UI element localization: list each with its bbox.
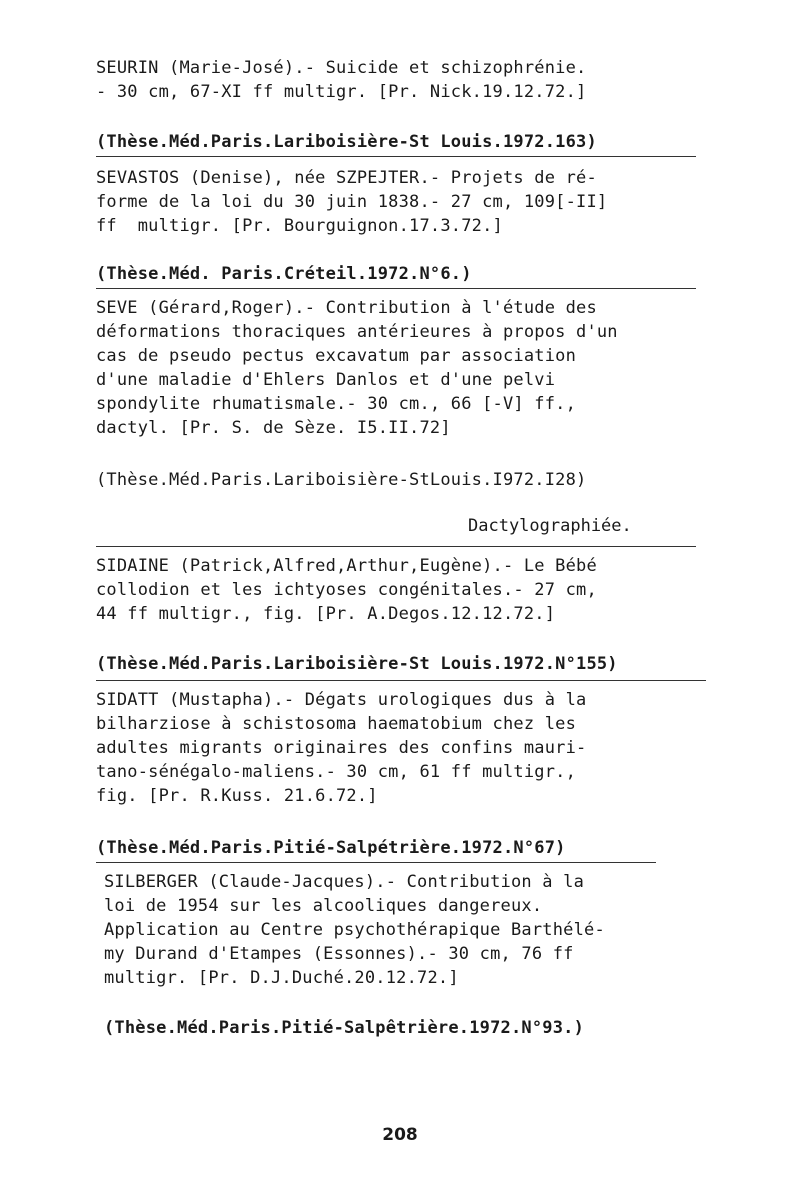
thesis-reference: (Thèse.Méd. Paris.Créteil.1972.N°6.) [96, 264, 472, 284]
entry-line: SEVASTOS (Denise), née SZPEJTER.- Projets de ré- [96, 168, 597, 188]
entry-line: fig. [Pr. R.Kuss. 21.6.72.] [96, 786, 378, 806]
separator-rule [96, 862, 656, 863]
thesis-reference: (Thèse.Méd.Paris.Pitié-Salpêtrière.1972.N°93.) [104, 1018, 585, 1038]
entry-line: my Durand d'Etampes (Essonnes).- 30 cm, 76 ff [104, 944, 574, 964]
entry-line: collodion et les ichtyoses congénitales.- 27 cm, [96, 580, 597, 600]
entry-line: adultes migrants originaires des confins mauri- [96, 738, 587, 758]
entry-line: forme de la loi du 30 juin 1838.- 27 cm, 109[-II] [96, 192, 608, 212]
entry-line: dactyl. [Pr. S. de Sèze. I5.II.72] [96, 418, 451, 438]
entry-line: spondylite rhumatismale.- 30 cm., 66 [-V] ff., [96, 394, 577, 414]
thesis-reference: (Thèse.Méd.Paris.Lariboisière-St Louis.1972.N°155) [96, 654, 618, 674]
entry-line: SIDATT (Mustapha).- Dégats urologiques dus à la [96, 690, 587, 710]
separator-rule [96, 546, 696, 547]
separator-rule [96, 680, 706, 681]
entry-line: - 30 cm, 67-XI ff multigr. [Pr. Nick.19.12.72.] [96, 82, 587, 102]
entry-sevastos [96, 166, 716, 238]
thesis-reference: (Thèse.Méd.Paris.Lariboisière-StLouis.I972.I28) [96, 470, 587, 490]
entry-line: ff multigr. [Pr. Bourguignon.17.3.72.] [96, 216, 503, 236]
entry-line: SEURIN (Marie-José).- Suicide et schizophrénie. [96, 58, 587, 78]
entry-line: déformations thoraciques antérieures à propos d'un [96, 322, 618, 342]
typescript-note: Dactylographiée. [468, 516, 632, 536]
entry-line: bilharziose à schistosoma haematobium chez les [96, 714, 577, 734]
entry-line: SIDAINE (Patrick,Alfred,Arthur,Eugène).- Le Bébé [96, 556, 597, 576]
thesis-reference: (Thèse.Méd.Paris.Pitié-Salpétrière.1972.N°67) [96, 838, 566, 858]
entry-line: Application au Centre psychothérapique Barthélé- [104, 920, 605, 940]
entry-sidatt [96, 688, 716, 808]
entry-seurin [96, 56, 716, 104]
entry-line: loi de 1954 sur les alcooliques dangereux. [104, 896, 543, 916]
entry-line: SEVE (Gérard,Roger).- Contribution à l'étude des [96, 298, 597, 318]
entry-line: SILBERGER (Claude-Jacques).- Contribution à la [104, 872, 585, 892]
separator-rule [96, 156, 696, 157]
entry-silberger [104, 870, 724, 990]
entry-line: 44 ff multigr., fig. [Pr. A.Degos.12.12.72.] [96, 604, 556, 624]
entry-line: cas de pseudo pectus excavatum par association [96, 346, 577, 366]
entry-line: multigr. [Pr. D.J.Duché.20.12.72.] [104, 968, 459, 988]
entry-sidaine [96, 554, 716, 626]
page-number: 208 [382, 1125, 418, 1145]
entry-line: tano-sénégalo-maliens.- 30 cm, 61 ff multigr., [96, 762, 577, 782]
entry-seve [96, 296, 716, 440]
entry-line: d'une maladie d'Ehlers Danlos et d'une pelvi [96, 370, 556, 390]
separator-rule [96, 288, 696, 289]
thesis-reference: (Thèse.Méd.Paris.Lariboisière-St Louis.1972.163) [96, 132, 597, 152]
